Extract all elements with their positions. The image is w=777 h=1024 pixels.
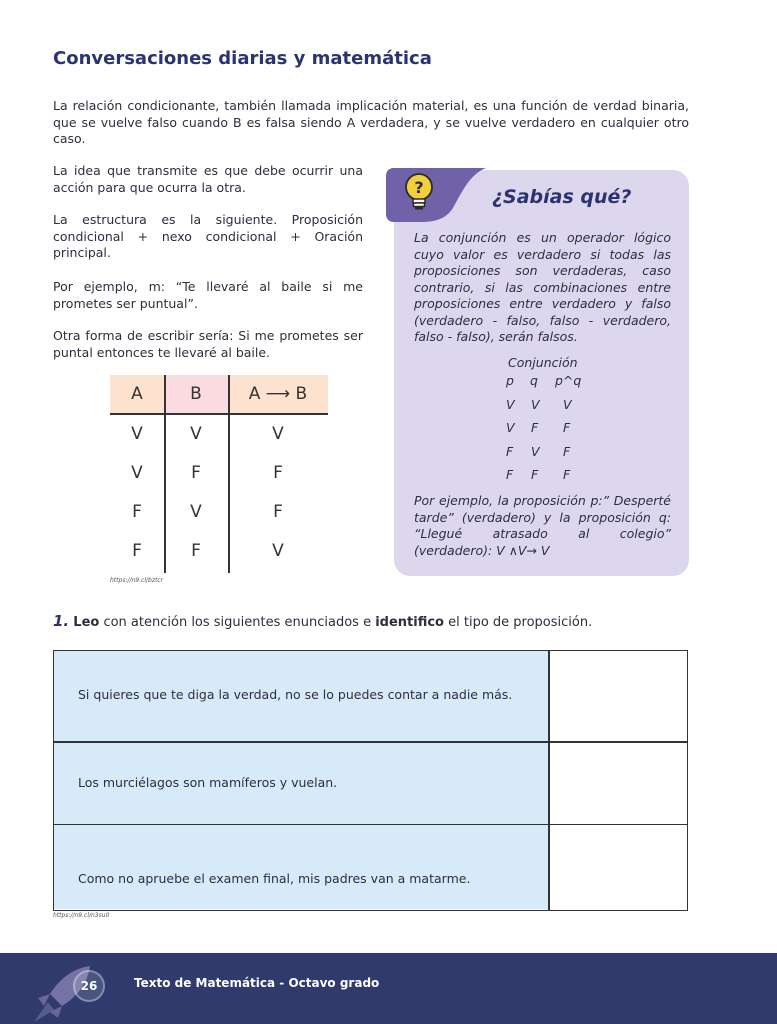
column-divider: [548, 651, 550, 910]
statement-text: Si quieres que te diga la verdad, no se lo puedes contar a nadie más.: [78, 687, 513, 702]
truth-table-cell: F: [191, 540, 201, 561]
conjunction-cell: F: [563, 444, 571, 459]
conjunction-cell: F: [531, 467, 539, 482]
truth-table-cell: V: [272, 423, 284, 444]
truth-table-cell: V: [131, 423, 143, 444]
truth-table-header-b: B: [164, 375, 228, 413]
exercise-text-rest: el tipo de proposición.: [443, 615, 593, 630]
truth-table-header-a: A: [110, 375, 164, 413]
statement-cell: [54, 825, 549, 909]
truth-table-cell: F: [132, 501, 142, 522]
sabias-example: Por ejemplo, la proposición p:” Desperté tarde” (verdadero) y la proposición q: “Llegué atrasado al colegio” (verdadero): V ∧V→ V: [414, 493, 671, 558]
conjunction-cell: F: [563, 420, 571, 435]
truth-table-cell: V: [190, 423, 202, 444]
conjunction-cell: F: [506, 467, 514, 482]
truth-table-header-ab: A ⟶ B: [228, 375, 328, 413]
exercise-number: 1.: [53, 612, 70, 630]
truth-table-cell: F: [273, 462, 283, 483]
lightbulb-question-icon: [402, 172, 436, 212]
conjunction-header-q: q: [530, 373, 538, 388]
conjunction-cell: V: [531, 444, 540, 459]
exercise-verb-identifico: identifico: [375, 615, 444, 630]
left-paragraph-2: La estructura es la siguiente. Proposición condicional + nexo condicional + Oración principal.: [53, 212, 363, 260]
page-title: Conversaciones diarias y matemática: [53, 48, 432, 69]
answer-cell[interactable]: [549, 825, 686, 909]
statement-cell: [54, 651, 549, 741]
conjunction-header-pq: p^q: [555, 373, 582, 388]
statement-cell: [54, 743, 549, 824]
truth-table-cell: V: [131, 462, 143, 483]
conjunction-title: Conjunción: [508, 355, 578, 370]
footer-title: Texto de Matemática - Octavo grado: [134, 976, 380, 990]
exercise-instruction: [53, 612, 592, 630]
truth-table-cell: F: [191, 462, 201, 483]
conjunction-cell: F: [531, 420, 539, 435]
sabias-text: La conjunción es un operador lógico cuyo valor es verdadero si todas las proposiciones son verdaderas, caso contrario, si las combinaciones entre proposiciones entre verdadero y falso (verdadero - falso, falso - verdadero, falso - falso), serán falsos.: [414, 230, 671, 344]
exercise-credit: https://n9.cl/n3su0: [53, 912, 110, 919]
left-paragraph-4: Otra forma de escribir sería: Si me prometes ser puntal entonces te llevaré al baile.: [53, 328, 363, 360]
exercise-table: [53, 650, 688, 911]
conjunction-cell: V: [506, 420, 515, 435]
intro-paragraph: La relación condicionante, también llamada implicación material, es una función de verdad binaria, que se vuelve falso cuando B es falsa siendo A verdadera, y se vuelve verdadero en cualquier otro caso.: [53, 98, 689, 146]
truth-table-cell: V: [272, 540, 284, 561]
footer-bar: [0, 953, 777, 1024]
statement-text: Como no apruebe el examen final, mis padres van a matarme.: [78, 871, 471, 886]
truth-table-credit: https://n9.cl/bztcr: [110, 577, 164, 584]
conjunction-header-p: p: [506, 373, 514, 388]
conjunction-cell: F: [506, 444, 514, 459]
truth-table-cell: F: [132, 540, 142, 561]
left-paragraph-3: Por ejemplo, m: “Te llevaré al baile si me prometes ser puntual”.: [53, 279, 363, 311]
answer-cell[interactable]: [549, 651, 686, 741]
exercise-verb-leo: Leo: [73, 615, 100, 630]
conjunction-cell: V: [563, 397, 572, 412]
page-number-badge: 26: [73, 970, 105, 1002]
truth-table-cell: V: [190, 501, 202, 522]
answer-cell[interactable]: [549, 743, 686, 824]
conjunction-cell: F: [563, 467, 571, 482]
conjunction-cell: V: [531, 397, 540, 412]
truth-table: [110, 375, 328, 573]
sabias-title: ¿Sabías qué?: [492, 186, 632, 208]
conjunction-cell: V: [506, 397, 515, 412]
left-paragraph-1: La idea que transmite es que debe ocurrir una acción para que ocurra la otra.: [53, 163, 363, 195]
svg-text:?: ?: [414, 178, 424, 197]
statement-text: Los murciélagos son mamíferos y vuelan.: [78, 774, 338, 790]
sabias-tab-shape: [386, 164, 486, 226]
truth-table-cell: F: [273, 501, 283, 522]
exercise-text-mid: con atención los siguientes enunciados e: [99, 615, 376, 630]
